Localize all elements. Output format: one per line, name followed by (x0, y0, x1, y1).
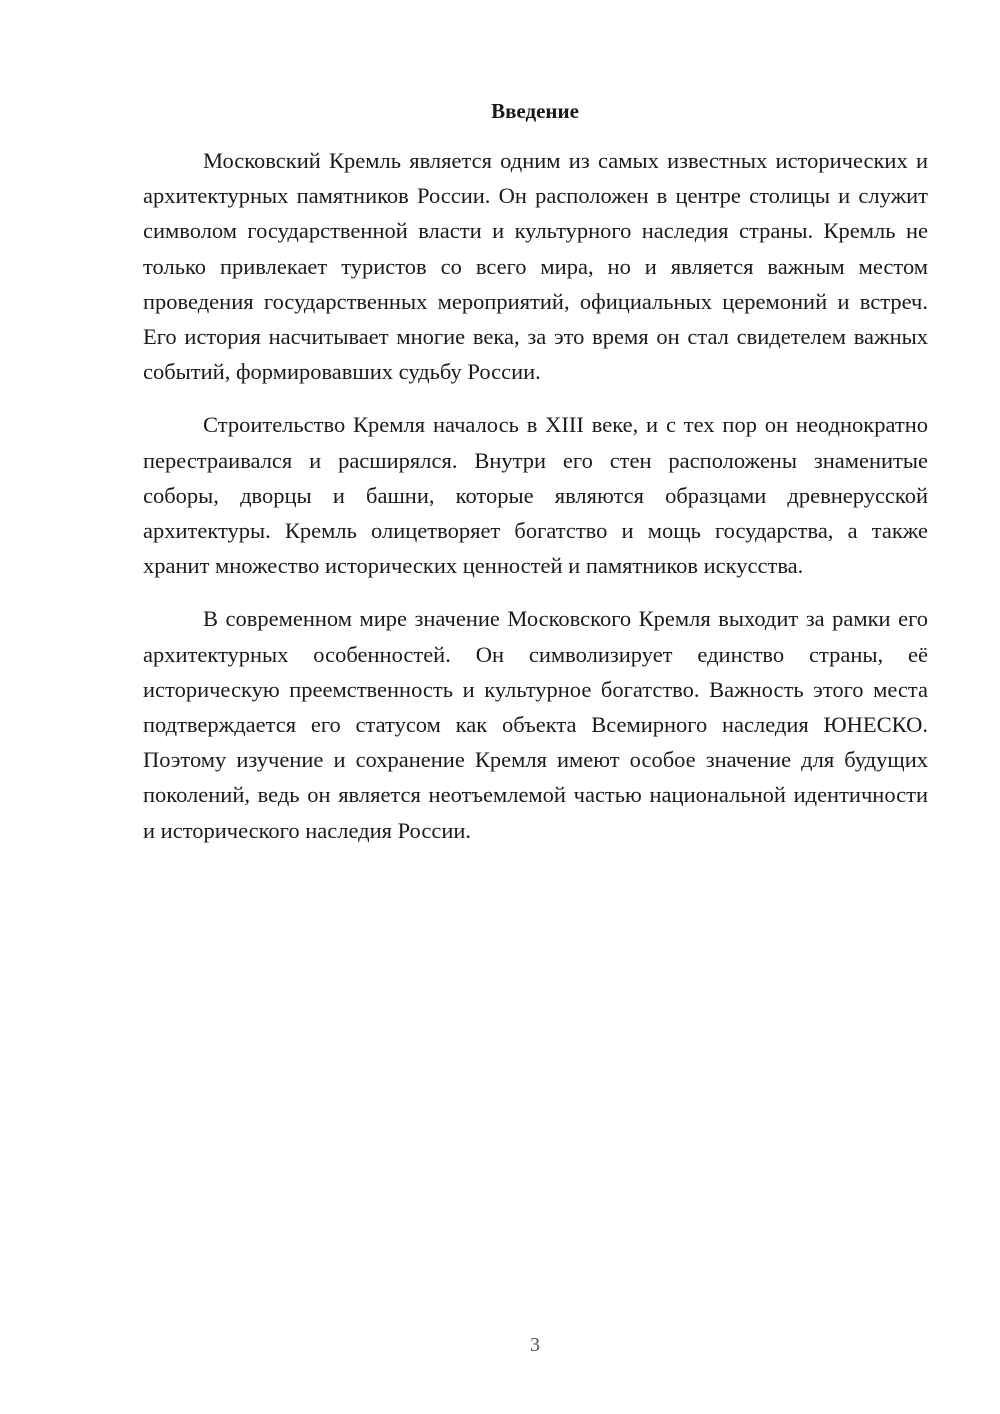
page-number: 3 (530, 1334, 540, 1356)
body-text (143, 143, 928, 866)
paragraph-2: Строительство Кремля началось в XIII веке, и с тех пор он неоднократно перестраивался и расширялся. Внутри его стен расположены знаменитые соборы, дворцы и башни, которые являются образцами древнерусской архитектуры. Кремль олицетворяет богатство и мощь государства, а также хранит множество исторических ценностей и памятников искусства. (143, 412, 928, 579)
paragraph-3: В современном мире значение Московского Кремля выходит за рамки его архитектурных особенностей. Он символизирует единство страны, её историческую преемственность и культурное богатство. Важность этого места подтверждается его статусом как объекта Всемирного наследия ЮНЕСКО. Поэтому изучение и сохранение Кремля имеют особое значение для будущих поколений, ведь он является неотъемлемой частью национальной идентичности и исторического наследия России. (143, 606, 928, 843)
section-heading: Введение (491, 99, 579, 123)
paragraph-1: Московский Кремль является одним из самых известных исторических и архитектурных памятников России. Он расположен в центре столицы и служит символом государственной власти и культурного наследия страны. Кремль не только привлекает туристов со всего мира, но и является важным местом проведения государственных мероприятий, официальных церемоний и встреч. Его история насчитывает многие века, за это время он стал свидетелем важных событий, формировавших судьбу России. (143, 148, 928, 385)
